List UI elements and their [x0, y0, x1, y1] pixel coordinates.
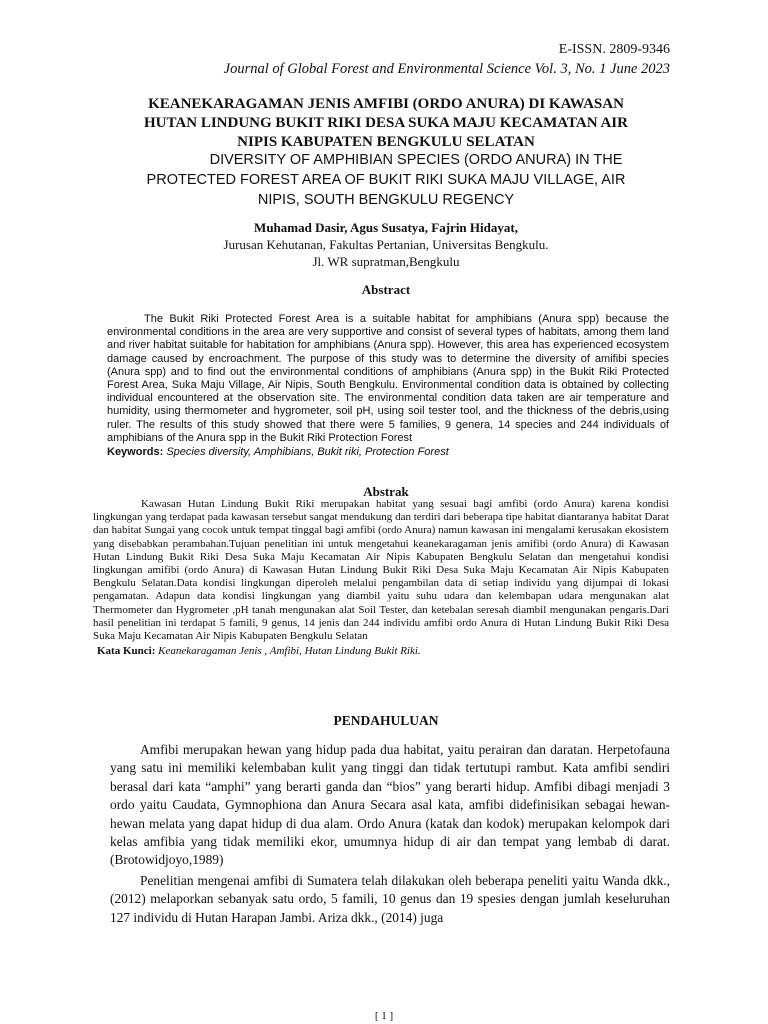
abstrak-keywords: [93, 645, 669, 658]
abstrak-text: Kawasan Hutan Lindung Bukit Riki merupakan habitat yang sesuai bagi amfibi (ordo Anura) karena kondisi lingkungan yang terdapat pada kawasan tersebut sangat mendukung dan terdiri dari beberapa tipe habitat diantaranya habitat Darat dan habitat Sungai yang cocok untuk tempat tinggal bagi amfibi (ordo Anura) namun kawasan ini mengalami kerusakan ekosistem yang disebabkan perambahan.Tujuan penelitian ini untuk mengetahui keanekaragaman jenis amifibi (ordo Anura) di Kawasan Hutan Lindung Bukit Riki Desa Suka Maju Kecamatan Air Nipis Kabupaten Bengkulu Selatan dan mengetahui kondisi lingkungan amifibi (ordo Anura) di Kawasan Hutan Lindung Bukit Riki Desa Suka Maju Kecamatan Air Nipis Kabupaten Bengkulu Selatan.Data kondisi lingkungan diperoleh melalui pengambilan data di setiap individu yang dijumpai di lokasi pengamatan. Adapun data kondisi lingkungan yang diambil yaitu suhu udara dan kelembapan udara mengunakan alat Thermometer dan Hygrometer ,pH tanah mengunakan alat Soil Tester, dan ketebalan seresah diambil mengunakan pengaris.Dari hasil penelitian ini terdapat 5 famili, 9 genus, 14 jenis dan 244 individu amfibi ordo Anura di Hutan Lindung Bukit Riki Desa Suka Maju Kecamatan Air Nipis Kabupaten Bengkulu Selatan: [93, 498, 669, 643]
title-id-line: HUTAN LINDUNG BUKIT RIKI DESA SUKA MAJU KECAMATAN AIR: [144, 115, 628, 131]
title-indonesian: [96, 95, 676, 152]
abstract-keywords: [107, 446, 669, 459]
abstract-heading: Abstract: [361, 282, 411, 297]
abstract-text: The Bukit Riki Protected Forest Area is a suitable habitat for amphibians (Anura spp) because the environmental conditions in the area are very supportive and consist of several types of habitats, among them land and river habitat suitable for habitation for amphibians (Anura spp). However, this area has experienced ecosystem damage caused by encroachment. The purpose of this study was to determine the diversity of amifibi species (Anura spp) and to find out the environmental conditions of amphibians (Anura spp) in the Bukit Riki Protected Forest Area, Suka Maju Village, Air Nipis, South Bengkulu. Environmental condition data is obtained by collecting individual encountered at the observation site. The environmental condition data taken are air temperature and humidity, using thermometer and hygrometer, soil pH, using soil tester tool, and the thickness of the debris,using ruler. The results of this study showed that there were 5 families, 9 genera, 14 species and 244 individuals of amphibians of the Anura spp in the Bukit Riki Protection Forest: [107, 313, 669, 444]
issn-number: E-ISSN. 2809-9346: [558, 42, 670, 57]
section-body: [110, 741, 670, 929]
author-block: [96, 219, 676, 270]
title-en-line: NIPIS, SOUTH BENGKULU REGENCY: [257, 192, 515, 208]
title-id-line: KEANEKARAGAMAN JENIS AMFIBI (ORDO ANURA) DI KAWASAN: [148, 96, 624, 112]
keywords-value: Species diversity, Amphibians, Bukit riki, Protection Forest: [166, 446, 449, 459]
keywords-label: Keywords:: [107, 446, 164, 459]
section-heading: PENDAHULUAN: [333, 713, 439, 728]
body-paragraph: Amfibi merupakan hewan yang hidup pada dua habitat, yaitu perairan dan daratan. Herpetofauna yang satu ini memiliki kelembaban kulit yang tinggi dan tidak tertutupi rambut. Kata amfibi sendiri berasal dari kata “amphi” yang berarti ganda dan “bios” yang berarti hidup. Amfibi dibagi menjadi 3 ordo yaitu Caudata, Gymnophiona dan Anura Secara asal kata, amfibi didefinisikan sebagai hewan-hewan melata yang dapat hidup di dua alam. Ordo Anura (katak dan kodok) merupakan kelompok dari kelas amfibia yang tidak memiliki ekor, umumnya hidup di air dan tempat yang lembab di darat. (Brotowidjoyo,1989): [110, 742, 670, 868]
abstract-english: [107, 313, 669, 459]
author-address: Jl. WR supratman,Bengkulu: [312, 254, 460, 269]
body-paragraph: Penelitian mengenai amfibi di Sumatera telah dilakukan oleh beberapa peneliti yaitu Wanda dkk., (2012) melaporkan sebanyak satu ordo, 5 famili, 10 genus dan 19 spesies dengan jumlah keseluruhan 127 individu di Hutan Harapan Jambi. Ariza dkk., (2014) juga: [110, 872, 670, 925]
title-en-line: PROTECTED FOREST AREA OF BUKIT RIKI SUKA MAJU VILLAGE, AIR: [146, 172, 626, 188]
journal-citation: Journal of Global Forest and Environmental Science Vol. 3, No. 1 June 2023: [223, 61, 670, 77]
author-affiliation: Jurusan Kehutanan, Fakultas Pertanian, Universitas Bengkulu.: [223, 237, 549, 252]
abstrak-heading: Abstrak: [363, 484, 409, 499]
title-id-line: NIPIS KABUPATEN BENGKULU SELATAN: [237, 134, 535, 150]
author-names: Muhamad Dasir, Agus Susatya, Fajrin Hidayat,: [254, 220, 518, 235]
kata-kunci-value: Keanekaragaman Jenis , Amfibi, Hutan Lindung Bukit Riki.: [158, 645, 421, 658]
title-english: [96, 150, 676, 210]
title-en-line: DIVERSITY OF AMPHIBIAN SPECIES (ORDO ANURA) IN THE: [209, 152, 623, 168]
kata-kunci-label: Kata Kunci:: [97, 645, 156, 658]
page-number: [ 1 ]: [374, 1010, 394, 1022]
abstract-indonesian: [93, 498, 669, 658]
